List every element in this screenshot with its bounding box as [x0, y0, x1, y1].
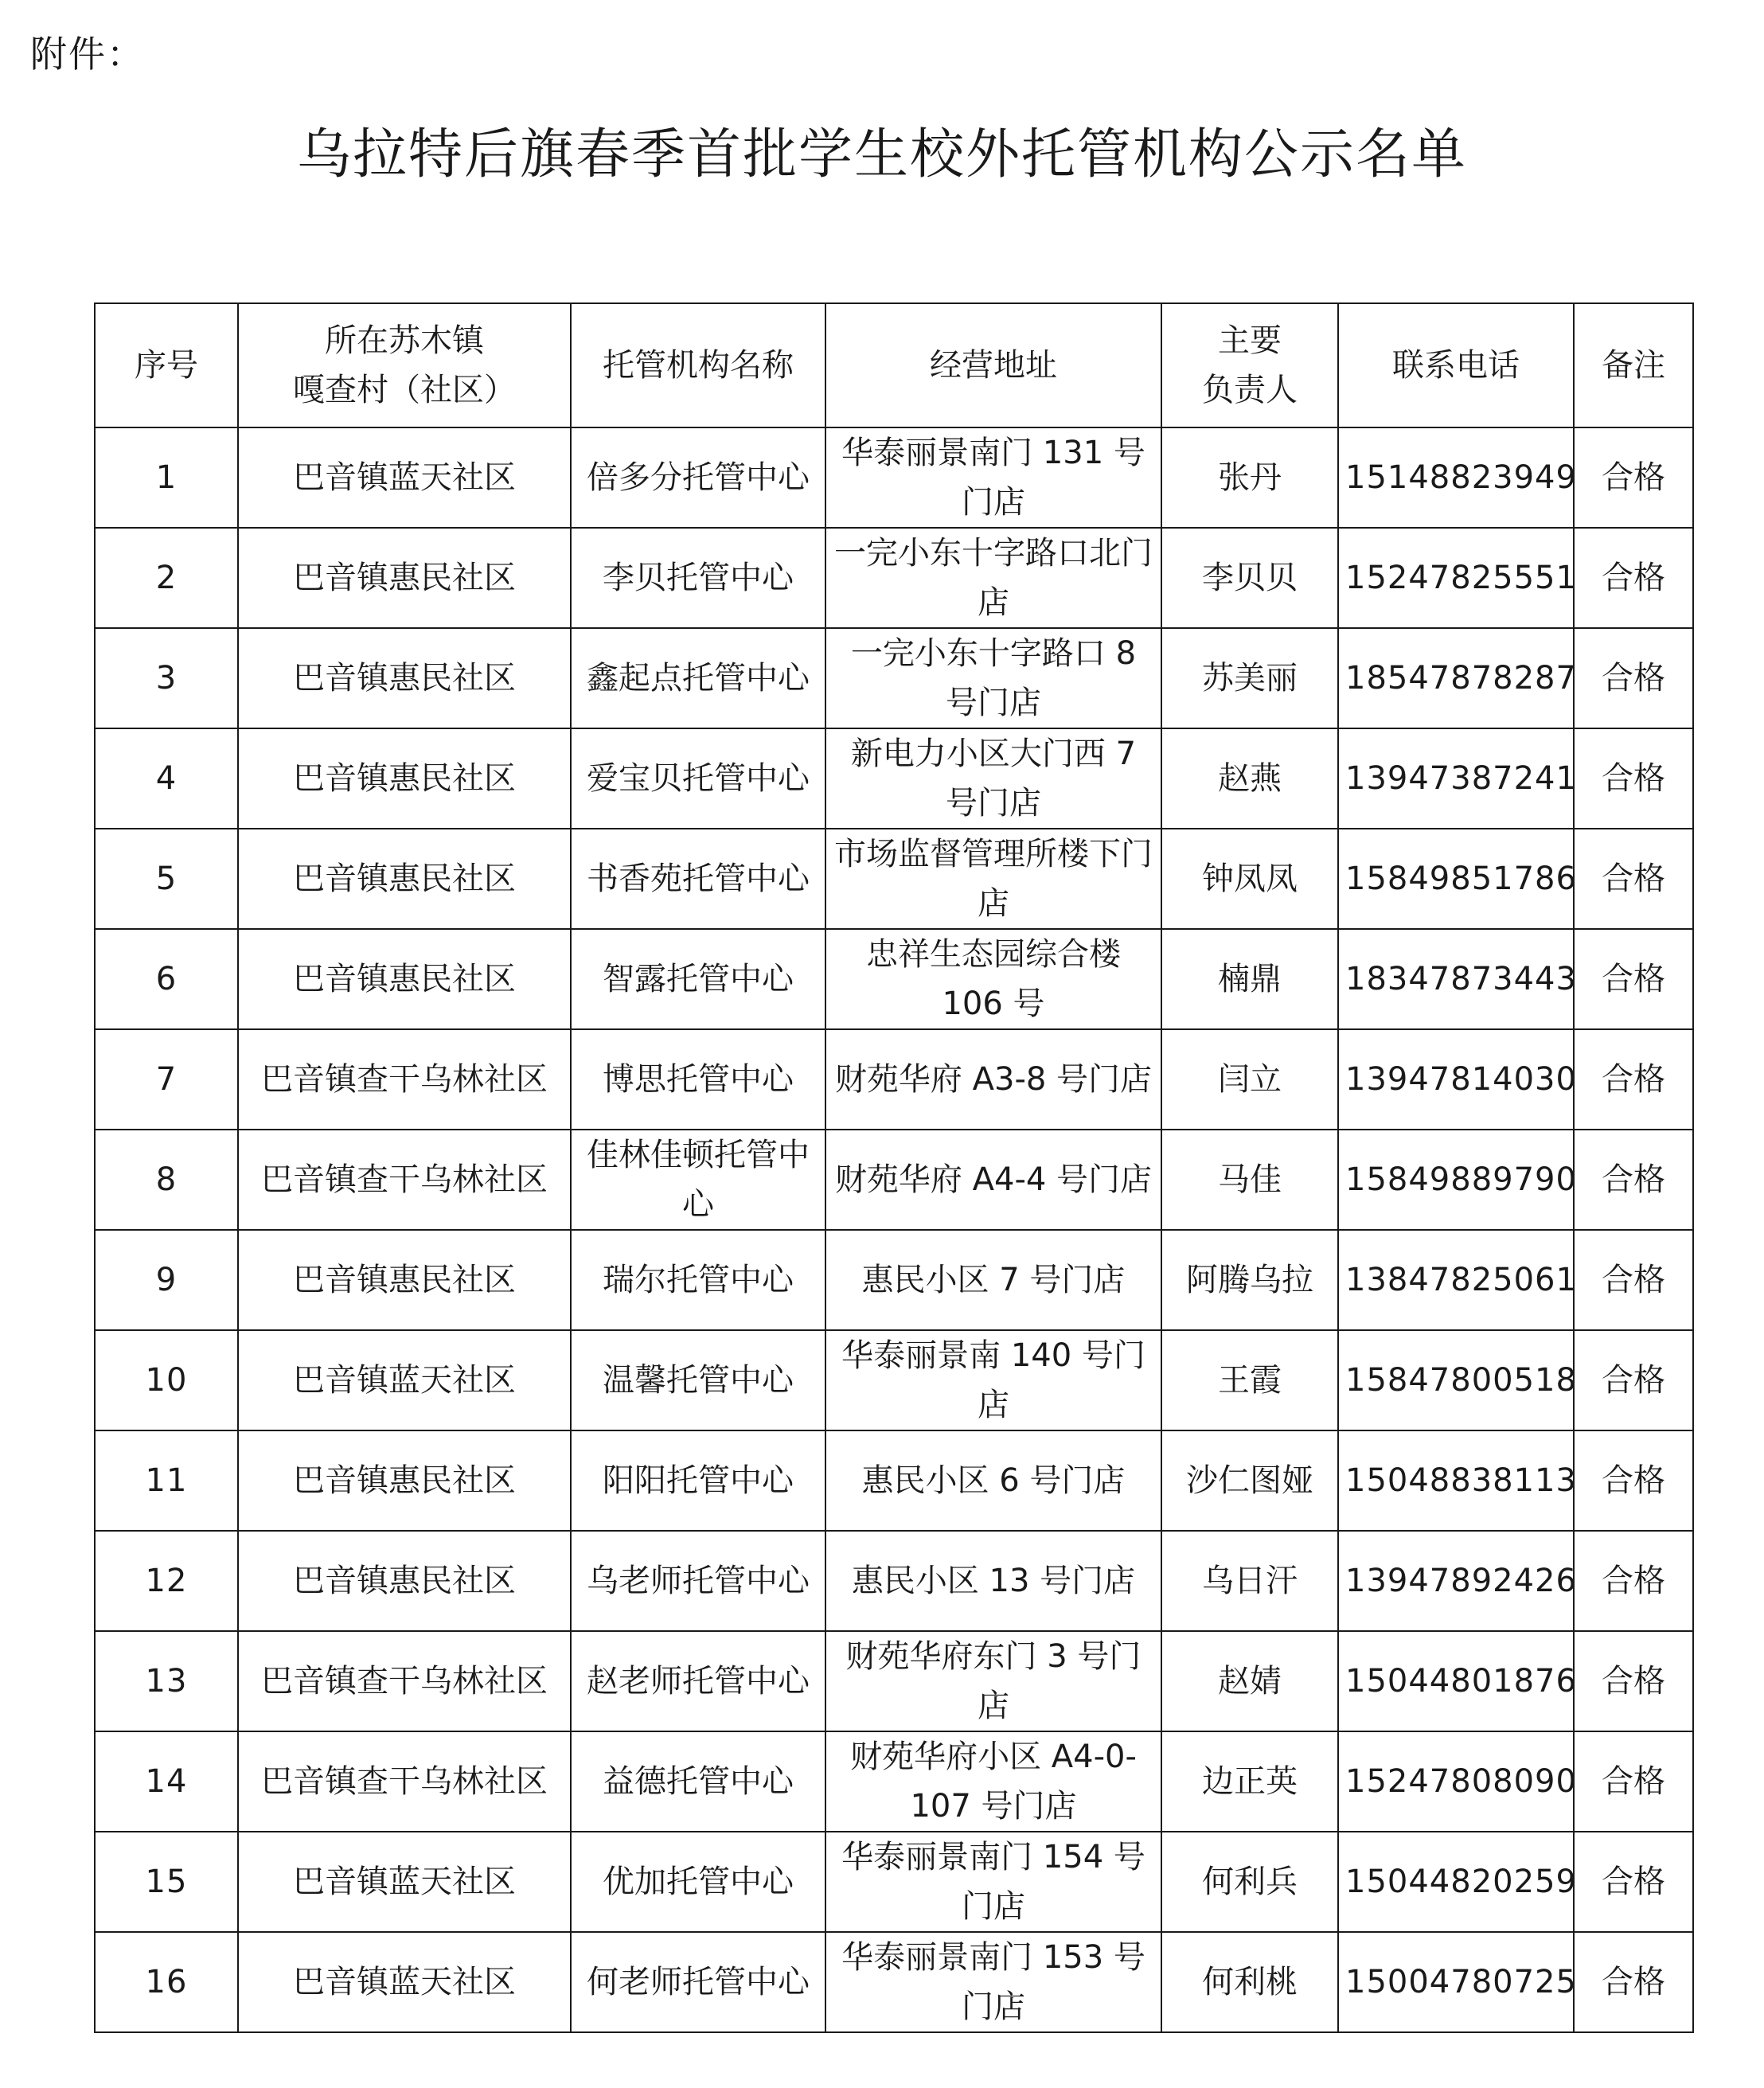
row-principal: 马佳 [1161, 1130, 1338, 1230]
row-township-community: 巴音镇查干乌林社区 [238, 1130, 571, 1230]
table-row [95, 1832, 1693, 1932]
table-row [95, 427, 1693, 528]
row-phone: 15247808090 [1338, 1731, 1574, 1832]
row-phone: 15849851786 [1338, 829, 1574, 929]
row-institution-name: 爱宝贝托管中心 [571, 728, 825, 829]
row-address: 一完小东十字路口北门店 [825, 528, 1161, 628]
row-township-community: 巴音镇惠民社区 [238, 1531, 571, 1631]
table-row [95, 1731, 1693, 1832]
row-remarks: 合格 [1574, 1330, 1693, 1430]
row-township-community: 巴音镇查干乌林社区 [238, 1631, 571, 1731]
row-address: 财苑华府 A3-8 号门店 [825, 1029, 1161, 1130]
row-remarks: 合格 [1574, 728, 1693, 829]
table-header-row [95, 303, 1693, 427]
row-phone: 15048838113 [1338, 1430, 1574, 1531]
table-row [95, 1130, 1693, 1230]
row-principal: 赵燕 [1161, 728, 1338, 829]
row-remarks: 合格 [1574, 528, 1693, 628]
row-address: 华泰丽景南门 153 号门店 [825, 1932, 1161, 2032]
row-address: 华泰丽景南 140 号门店 [825, 1330, 1161, 1430]
table-row [95, 1430, 1693, 1531]
row-remarks: 合格 [1574, 1832, 1693, 1932]
document-title: 乌拉特后旗春季首批学生校外托管机构公示名单 [296, 123, 1467, 186]
row-phone: 18347873443 [1338, 929, 1574, 1029]
row-township-community: 巴音镇惠民社区 [238, 829, 571, 929]
row-institution-name: 优加托管中心 [571, 1832, 825, 1932]
row-phone: 15148823949 [1338, 427, 1574, 528]
row-principal: 沙仁图娅 [1161, 1430, 1338, 1531]
row-remarks: 合格 [1574, 427, 1693, 528]
header-township-community: 所在苏木镇 嘎查村（社区） [238, 303, 571, 427]
row-phone: 13947387241 [1338, 728, 1574, 829]
row-township-community: 巴音镇惠民社区 [238, 628, 571, 728]
row-institution-name: 温馨托管中心 [571, 1330, 825, 1430]
row-remarks: 合格 [1574, 628, 1693, 728]
header-institution-name: 托管机构名称 [571, 303, 825, 427]
row-township-community: 巴音镇惠民社区 [238, 1230, 571, 1330]
row-address: 华泰丽景南门 131 号门店 [825, 427, 1161, 528]
table-row [95, 1230, 1693, 1330]
table-row [95, 1932, 1693, 2032]
row-principal: 何利桃 [1161, 1932, 1338, 2032]
row-township-community: 巴音镇惠民社区 [238, 929, 571, 1029]
row-principal: 李贝贝 [1161, 528, 1338, 628]
row-township-community: 巴音镇惠民社区 [238, 528, 571, 628]
row-address: 惠民小区 7 号门店 [825, 1230, 1161, 1330]
row-institution-name: 李贝托管中心 [571, 528, 825, 628]
row-institution-name: 佳林佳顿托管中心 [571, 1130, 825, 1230]
row-institution-name: 阳阳托管中心 [571, 1430, 825, 1531]
row-township-community: 巴音镇惠民社区 [238, 728, 571, 829]
row-address: 华泰丽景南门 154 号门店 [825, 1832, 1161, 1932]
row-remarks: 合格 [1574, 1731, 1693, 1832]
row-address: 惠民小区 13 号门店 [825, 1531, 1161, 1631]
row-remarks: 合格 [1574, 1430, 1693, 1531]
row-phone: 15849889790 [1338, 1130, 1574, 1230]
row-remarks: 合格 [1574, 1230, 1693, 1330]
row-principal: 苏美丽 [1161, 628, 1338, 728]
row-institution-name: 益德托管中心 [571, 1731, 825, 1832]
row-phone: 18547878287 [1338, 628, 1574, 728]
table-row [95, 1631, 1693, 1731]
table-row [95, 1330, 1693, 1430]
row-index: 11 [95, 1430, 238, 1531]
row-index: 13 [95, 1631, 238, 1731]
row-index: 16 [95, 1932, 238, 2032]
row-address: 财苑华府东门 3 号门店 [825, 1631, 1161, 1731]
row-township-community: 巴音镇蓝天社区 [238, 1330, 571, 1430]
row-index: 2 [95, 528, 238, 628]
row-phone: 15247825551 [1338, 528, 1574, 628]
row-remarks: 合格 [1574, 829, 1693, 929]
table-row [95, 929, 1693, 1029]
row-index: 10 [95, 1330, 238, 1430]
row-phone: 13847825061 [1338, 1230, 1574, 1330]
row-township-community: 巴音镇蓝天社区 [238, 427, 571, 528]
row-institution-name: 乌老师托管中心 [571, 1531, 825, 1631]
row-address: 忠祥生态园综合楼 106 号 [825, 929, 1161, 1029]
row-institution-name: 鑫起点托管中心 [571, 628, 825, 728]
table-row [95, 829, 1693, 929]
header-principal: 主要 负责人 [1161, 303, 1338, 427]
row-index: 5 [95, 829, 238, 929]
row-institution-name: 何老师托管中心 [571, 1932, 825, 2032]
row-remarks: 合格 [1574, 1932, 1693, 2032]
row-institution-name: 智露托管中心 [571, 929, 825, 1029]
row-principal: 王霞 [1161, 1330, 1338, 1430]
row-principal: 阿腾乌拉 [1161, 1230, 1338, 1330]
attachment-label: 附件： [30, 33, 145, 76]
row-principal: 何利兵 [1161, 1832, 1338, 1932]
row-township-community: 巴音镇蓝天社区 [238, 1832, 571, 1932]
row-remarks: 合格 [1574, 1130, 1693, 1230]
header-address: 经营地址 [825, 303, 1161, 427]
table-row [95, 1029, 1693, 1130]
row-index: 3 [95, 628, 238, 728]
row-principal: 楠鼎 [1161, 929, 1338, 1029]
row-address: 一完小东十字路口 8 号门店 [825, 628, 1161, 728]
row-address: 惠民小区 6 号门店 [825, 1430, 1161, 1531]
row-principal: 张丹 [1161, 427, 1338, 528]
row-phone: 13947892426 [1338, 1531, 1574, 1631]
row-index: 4 [95, 728, 238, 829]
row-index: 15 [95, 1832, 238, 1932]
row-principal: 边正英 [1161, 1731, 1338, 1832]
row-index: 14 [95, 1731, 238, 1832]
row-address: 市场监督管理所楼下门店 [825, 829, 1161, 929]
row-township-community: 巴音镇惠民社区 [238, 1430, 571, 1531]
row-remarks: 合格 [1574, 1029, 1693, 1130]
table-row [95, 528, 1693, 628]
row-remarks: 合格 [1574, 1531, 1693, 1631]
row-address: 新电力小区大门西 7 号门店 [825, 728, 1161, 829]
table-row [95, 728, 1693, 829]
institution-roster-table [94, 302, 1694, 2033]
header-phone: 联系电话 [1338, 303, 1574, 427]
row-phone: 13947814030 [1338, 1029, 1574, 1130]
row-principal: 赵婧 [1161, 1631, 1338, 1731]
row-remarks: 合格 [1574, 1631, 1693, 1731]
row-index: 1 [95, 427, 238, 528]
row-principal: 钟凤凤 [1161, 829, 1338, 929]
row-phone: 15847800518 [1338, 1330, 1574, 1430]
row-institution-name: 瑞尔托管中心 [571, 1230, 825, 1330]
row-phone: 15004780725 [1338, 1932, 1574, 2032]
row-address: 财苑华府小区 A4-0-107 号门店 [825, 1731, 1161, 1832]
row-township-community: 巴音镇查干乌林社区 [238, 1731, 571, 1832]
row-phone: 15044820259 [1338, 1832, 1574, 1932]
row-index: 6 [95, 929, 238, 1029]
row-index: 7 [95, 1029, 238, 1130]
table-row [95, 628, 1693, 728]
row-township-community: 巴音镇蓝天社区 [238, 1932, 571, 2032]
header-remarks: 备注 [1574, 303, 1693, 427]
row-township-community: 巴音镇查干乌林社区 [238, 1029, 571, 1130]
row-institution-name: 博思托管中心 [571, 1029, 825, 1130]
header-index: 序号 [95, 303, 238, 427]
row-principal: 闫立 [1161, 1029, 1338, 1130]
row-institution-name: 赵老师托管中心 [571, 1631, 825, 1731]
row-principal: 乌日汗 [1161, 1531, 1338, 1631]
row-address: 财苑华府 A4-4 号门店 [825, 1130, 1161, 1230]
row-index: 9 [95, 1230, 238, 1330]
row-index: 8 [95, 1130, 238, 1230]
row-phone: 15044801876 [1338, 1631, 1574, 1731]
row-remarks: 合格 [1574, 929, 1693, 1029]
row-institution-name: 书香苑托管中心 [571, 829, 825, 929]
row-institution-name: 倍多分托管中心 [571, 427, 825, 528]
row-index: 12 [95, 1531, 238, 1631]
table-row [95, 1531, 1693, 1631]
